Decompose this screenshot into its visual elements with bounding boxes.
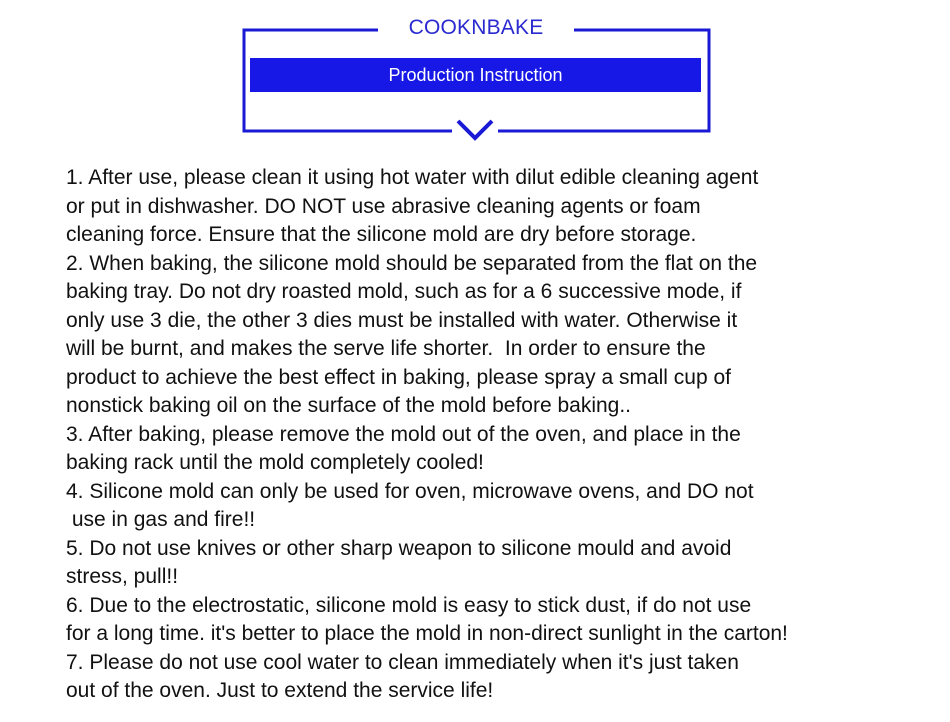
instruction-item-5	[66, 535, 946, 592]
header-frame	[0, 0, 950, 150]
instruction-line: cleaning force. Ensure that the silicone mold are dry before storage.	[66, 223, 697, 246]
instruction-line: 3. After baking, please remove the mold out of the oven, and place in the	[66, 422, 741, 446]
instruction-line: baking rack until the mold completely cooled!	[66, 451, 484, 474]
instruction-line: baking tray. Do not dry roasted mold, such as for a 6 successive mode, if	[66, 280, 742, 303]
instruction-item-6	[66, 592, 946, 649]
instruction-line: 6. Due to the electrostatic, silicone mold is easy to stick dust, if do not use	[66, 593, 752, 617]
instruction-line: 5. Do not use knives or other sharp weapon to silicone mould and avoid	[66, 536, 732, 560]
instruction-line: 4. Silicone mold can only be used for oven, microwave ovens, and DO not	[66, 479, 754, 503]
instruction-line: use in gas and fire!!	[66, 508, 256, 531]
instruction-line: nonstick baking oil on the surface of the mold before baking..	[66, 394, 632, 417]
instruction-line: only use 3 die, the other 3 dies must be installed with water. Otherwise it	[66, 308, 738, 332]
brand-title: COOKNBAKE	[408, 16, 544, 39]
instruction-item-3	[66, 421, 946, 478]
instruction-line: 2. When baking, the silicone mold should be separated from the flat on the	[66, 251, 758, 275]
instruction-line: or put in dishwasher. DO NOT use abrasive cleaning agents or foam	[66, 194, 701, 218]
instruction-line: 7. Please do not use cool water to clean immediately when it's just taken	[66, 650, 739, 674]
instruction-item-4	[66, 478, 946, 535]
instruction-line: will be burnt, and makes the serve life shorter. In order to ensure the	[66, 337, 706, 360]
instruction-item-1	[66, 164, 946, 250]
instruction-item-2	[66, 250, 946, 421]
instruction-line: 1. After use, please clean it using hot water with dilut edible cleaning agent	[66, 166, 759, 189]
chevron-down-icon	[458, 121, 492, 138]
instruction-line: for a long time. it's better to place the mold in non-direct sunlight in the carton!	[66, 622, 788, 645]
production-instruction-banner: Production Instruction	[250, 58, 701, 92]
instruction-list	[66, 164, 946, 706]
instruction-item-7	[66, 649, 946, 706]
instruction-line: out of the oven. Just to extend the service life!	[66, 679, 494, 702]
instruction-line: stress, pull!!	[66, 565, 179, 588]
instruction-line: product to achieve the best effect in baking, please spray a small cup of	[66, 365, 732, 389]
